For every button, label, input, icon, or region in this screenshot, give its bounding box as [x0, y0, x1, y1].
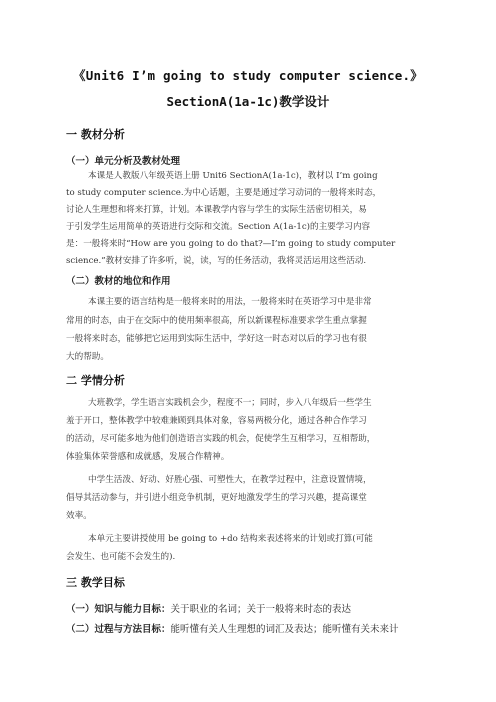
paragraph-line: 本课主要的语言结构是一般将来时的用法，一般将来时在英语学习中是非常	[88, 297, 372, 307]
document-title-line1: 《Unit6 I’m going to study computer science.》	[73, 68, 423, 83]
paragraph-line: to study computer science.为中心话题，主要是通过学习动词的一般将来时态，	[66, 188, 382, 198]
goal-label: （一）知识与能力目标：	[66, 604, 171, 615]
goal-process-method	[66, 621, 399, 635]
paragraph-line: 体验集体荣誉感和成就感，发展合作精神。	[66, 452, 230, 462]
subsection-heading-status-role: （二）教材的地位和作用	[66, 276, 171, 287]
paragraph-line: 本单元主要讲授使用 be going to +do 结构来表述将来的计划或打算(可能	[88, 534, 373, 544]
goal-text: 能听懂有关人生理想的词汇及表达；能听懂有关未来计	[170, 624, 399, 635]
paragraph-line: 羞于开口，整体教学中较难兼顾到具体对象，容易两极分化，通过各种合作学习	[66, 416, 367, 426]
paragraph-line: 讨论人生理想和将来打算，计划。本课教学内容与学生的实际生活密切相关，易	[66, 205, 367, 215]
paragraph-line: 效率。	[66, 511, 92, 521]
paragraph-line: 大班教学，学生语言实践机会少，程度不一；同时，步入八年级后一些学生	[88, 398, 372, 408]
goal-text: 关于职业的名词；关于一般将来时态的表达	[170, 604, 352, 615]
paragraph-line: 会发生、也可能不会发生的).	[66, 552, 176, 562]
paragraph-line: 大的帮助。	[66, 352, 109, 362]
paragraph-line: 于引发学生运用简单的英语进行交际和交流。Section A(1a-1c)的主要学习内容	[66, 222, 371, 232]
paragraph-line: 一般将来时态，能够把它运用到实际生活中，学好这一时态对以后的学习也有很	[66, 334, 367, 344]
subsection-heading-unit-analysis: （一）单元分析及教材处理	[66, 156, 181, 167]
goal-knowledge-ability	[66, 601, 351, 615]
paragraph-line: 中学生活泼、好动、好胜心强、可塑性大，在教学过程中，注意设置情境，	[88, 475, 372, 485]
paragraph-line: 本课是人教版八年级英语上册 Unit6 SectionA(1a-1c)，教材以 I’m going	[88, 171, 378, 181]
section-heading-teaching-goals: 三 教学目标	[66, 576, 125, 589]
section-heading-student-analysis: 二 学情分析	[66, 374, 125, 387]
document-title-line2: SectionA(1a-1c)教学设计	[166, 94, 330, 109]
paragraph-line: 是：一般将来时“How are you going to do that?—I’m going to study computer	[66, 239, 396, 249]
paragraph-line: science.”教材安排了许多听，说，读，写的任务活动，我将灵活运用这些活动.	[66, 256, 367, 266]
paragraph-line: 的活动，尽可能多地为他们创造语言实践的机会，促使学生互相学习，互相帮助，	[66, 434, 376, 444]
paragraph-line: 常用的时态，由于在交际中的使用频率很高，所以新课程标准要求学生重点掌握	[66, 316, 367, 326]
goal-label: （二）过程与方法目标：	[66, 624, 171, 635]
section-heading-textbook-analysis: 一 教材分析	[66, 128, 125, 141]
paragraph-line: 倡导其活动参与，并引进小组竞争机制，更好地激发学生的学习兴趣，提高课堂	[66, 493, 367, 503]
